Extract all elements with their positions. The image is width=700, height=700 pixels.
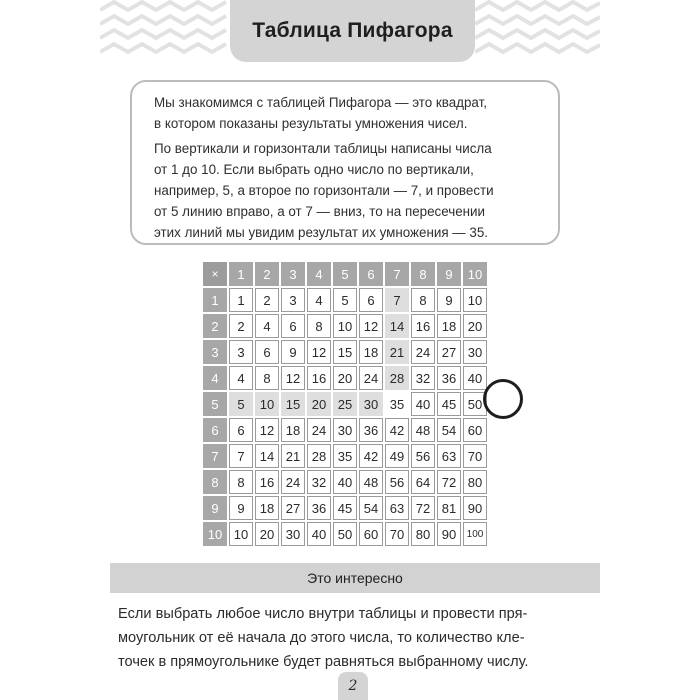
table-cell-1x9: 9	[437, 288, 461, 312]
table-cell-6x9: 54	[437, 418, 461, 442]
table-cell-8x10: 80	[463, 470, 487, 494]
table-cell-4x9: 36	[437, 366, 461, 390]
table-cell-5x3: 15	[281, 392, 305, 416]
table-cell-1x8: 8	[411, 288, 435, 312]
table-cell-8x1: 8	[229, 470, 253, 494]
column-header-8: 8	[411, 262, 435, 286]
row-header-8: 8	[203, 470, 227, 494]
table-cell-3x9: 27	[437, 340, 461, 364]
table-corner-cell: ×	[203, 262, 227, 286]
table-cell-6x3: 18	[281, 418, 305, 442]
table-cell-3x5: 15	[333, 340, 357, 364]
table-cell-4x3: 12	[281, 366, 305, 390]
table-cell-2x10: 20	[463, 314, 487, 338]
table-cell-1x1: 1	[229, 288, 253, 312]
table-cell-3x1: 3	[229, 340, 253, 364]
table-cell-6x7: 42	[385, 418, 409, 442]
table-cell-4x4: 16	[307, 366, 331, 390]
table-cell-2x8: 16	[411, 314, 435, 338]
table-cell-10x6: 60	[359, 522, 383, 546]
column-header-5: 5	[333, 262, 357, 286]
table-cell-9x9: 81	[437, 496, 461, 520]
page-number: 2	[348, 678, 358, 694]
row-header-6: 6	[203, 418, 227, 442]
table-cell-3x7: 21	[385, 340, 409, 364]
interesting-heading-bar	[110, 563, 600, 593]
book-page	[100, 0, 600, 700]
table-cell-5x5: 25	[333, 392, 357, 416]
row-header-1: 1	[203, 288, 227, 312]
table-cell-6x2: 12	[255, 418, 279, 442]
table-cell-1x5: 5	[333, 288, 357, 312]
table-cell-5x1: 5	[229, 392, 253, 416]
table-cell-7x9: 63	[437, 444, 461, 468]
zigzag-decoration-right	[475, 0, 600, 58]
table-cell-5x2: 10	[255, 392, 279, 416]
row-header-10: 10	[203, 522, 227, 546]
table-cell-2x5: 10	[333, 314, 357, 338]
row-header-3: 3	[203, 340, 227, 364]
table-cell-9x6: 54	[359, 496, 383, 520]
table-cell-2x7: 14	[385, 314, 409, 338]
table-cell-9x7: 63	[385, 496, 409, 520]
table-cell-7x8: 56	[411, 444, 435, 468]
table-cell-4x6: 24	[359, 366, 383, 390]
column-header-6: 6	[359, 262, 383, 286]
table-cell-9x5: 45	[333, 496, 357, 520]
table-cell-7x3: 21	[281, 444, 305, 468]
table-cell-4x1: 4	[229, 366, 253, 390]
table-cell-5x4: 20	[307, 392, 331, 416]
table-cell-7x4: 28	[307, 444, 331, 468]
table-cell-2x6: 12	[359, 314, 383, 338]
interesting-text: Если выбрать любое число внутри таблицы и провести пря- моугольник от её начала до этого числа, то количество кле- точек в прямоугольнике будет равняться выбранному числу.	[118, 606, 529, 670]
intro-frame	[130, 80, 560, 245]
table-cell-3x8: 24	[411, 340, 435, 364]
table-cell-9x8: 72	[411, 496, 435, 520]
table-cell-1x7: 7	[385, 288, 409, 312]
table-cell-6x6: 36	[359, 418, 383, 442]
column-header-2: 2	[255, 262, 279, 286]
table-cell-6x10: 60	[463, 418, 487, 442]
table-cell-2x1: 2	[229, 314, 253, 338]
table-cell-2x4: 8	[307, 314, 331, 338]
table-cell-1x6: 6	[359, 288, 383, 312]
table-cell-6x1: 6	[229, 418, 253, 442]
column-header-9: 9	[437, 262, 461, 286]
table-cell-8x6: 48	[359, 470, 383, 494]
table-cell-9x4: 36	[307, 496, 331, 520]
row-header-9: 9	[203, 496, 227, 520]
column-header-7: 7	[385, 262, 409, 286]
table-cell-7x7: 49	[385, 444, 409, 468]
table-cell-3x4: 12	[307, 340, 331, 364]
table-cell-8x8: 64	[411, 470, 435, 494]
column-header-10: 10	[463, 262, 487, 286]
table-cell-9x1: 9	[229, 496, 253, 520]
column-header-3: 3	[281, 262, 305, 286]
table-cell-5x10: 50	[463, 392, 487, 416]
page-number-tab	[338, 672, 368, 700]
table-cell-2x2: 4	[255, 314, 279, 338]
table-cell-3x2: 6	[255, 340, 279, 364]
table-cell-10x10: 100	[463, 522, 487, 546]
table-cell-8x3: 24	[281, 470, 305, 494]
interesting-heading: Это интересно	[307, 570, 403, 586]
table-cell-4x8: 32	[411, 366, 435, 390]
table-cell-1x2: 2	[255, 288, 279, 312]
table-cell-7x2: 14	[255, 444, 279, 468]
table-cell-1x10: 10	[463, 288, 487, 312]
table-cell-8x7: 56	[385, 470, 409, 494]
table-cell-10x5: 50	[333, 522, 357, 546]
table-cell-6x5: 30	[333, 418, 357, 442]
table-cell-7x1: 7	[229, 444, 253, 468]
row-header-2: 2	[203, 314, 227, 338]
table-cell-2x3: 6	[281, 314, 305, 338]
table-cell-10x4: 40	[307, 522, 331, 546]
table-cell-9x2: 18	[255, 496, 279, 520]
table-cell-5x7: 35	[385, 392, 409, 416]
table-cell-4x5: 20	[333, 366, 357, 390]
result-circle-marker	[483, 379, 523, 419]
table-cell-6x4: 24	[307, 418, 331, 442]
pythagoras-table	[203, 262, 487, 546]
table-cell-10x9: 90	[437, 522, 461, 546]
table-cell-9x10: 90	[463, 496, 487, 520]
table-cell-3x6: 18	[359, 340, 383, 364]
table-cell-10x8: 80	[411, 522, 435, 546]
intro-paragraph-1: Мы знакомимся с таблицей Пифагора — это квадрат, в котором показаны результаты умножения чисел.	[154, 95, 487, 131]
table-cell-5x8: 40	[411, 392, 435, 416]
table-cell-10x3: 30	[281, 522, 305, 546]
table-cell-10x7: 70	[385, 522, 409, 546]
table-cell-10x2: 20	[255, 522, 279, 546]
table-cell-5x6: 30	[359, 392, 383, 416]
table-cell-9x3: 27	[281, 496, 305, 520]
table-cell-7x10: 70	[463, 444, 487, 468]
table-cell-3x10: 30	[463, 340, 487, 364]
table-cell-4x2: 8	[255, 366, 279, 390]
table-cell-8x5: 40	[333, 470, 357, 494]
column-header-4: 4	[307, 262, 331, 286]
title-banner	[230, 0, 475, 62]
table-cell-1x3: 3	[281, 288, 305, 312]
table-cell-10x1: 10	[229, 522, 253, 546]
table-cell-4x10: 40	[463, 366, 487, 390]
table-cell-7x6: 42	[359, 444, 383, 468]
table-cell-8x2: 16	[255, 470, 279, 494]
table-cell-6x8: 48	[411, 418, 435, 442]
column-header-1: 1	[229, 262, 253, 286]
row-header-7: 7	[203, 444, 227, 468]
table-cell-4x7: 28	[385, 366, 409, 390]
table-cell-5x9: 45	[437, 392, 461, 416]
table-cell-1x4: 4	[307, 288, 331, 312]
table-cell-2x9: 18	[437, 314, 461, 338]
table-cell-8x9: 72	[437, 470, 461, 494]
table-cell-7x5: 35	[333, 444, 357, 468]
intro-paragraph-2: По вертикали и горизонтали таблицы написаны числа от 1 до 10. Если выбрать одно число по вертикали, например, 5, а второе по горизонтали — 7, и провести от 5 линию вправо, а от 7 — вниз, то на пересечении этих линий мы увидим результат их умножения — 35.	[154, 141, 494, 240]
table-cell-8x4: 32	[307, 470, 331, 494]
row-header-4: 4	[203, 366, 227, 390]
table-cell-3x3: 9	[281, 340, 305, 364]
row-header-5: 5	[203, 392, 227, 416]
zigzag-decoration-left	[100, 0, 230, 58]
page-title: Таблица Пифагора	[252, 19, 453, 42]
